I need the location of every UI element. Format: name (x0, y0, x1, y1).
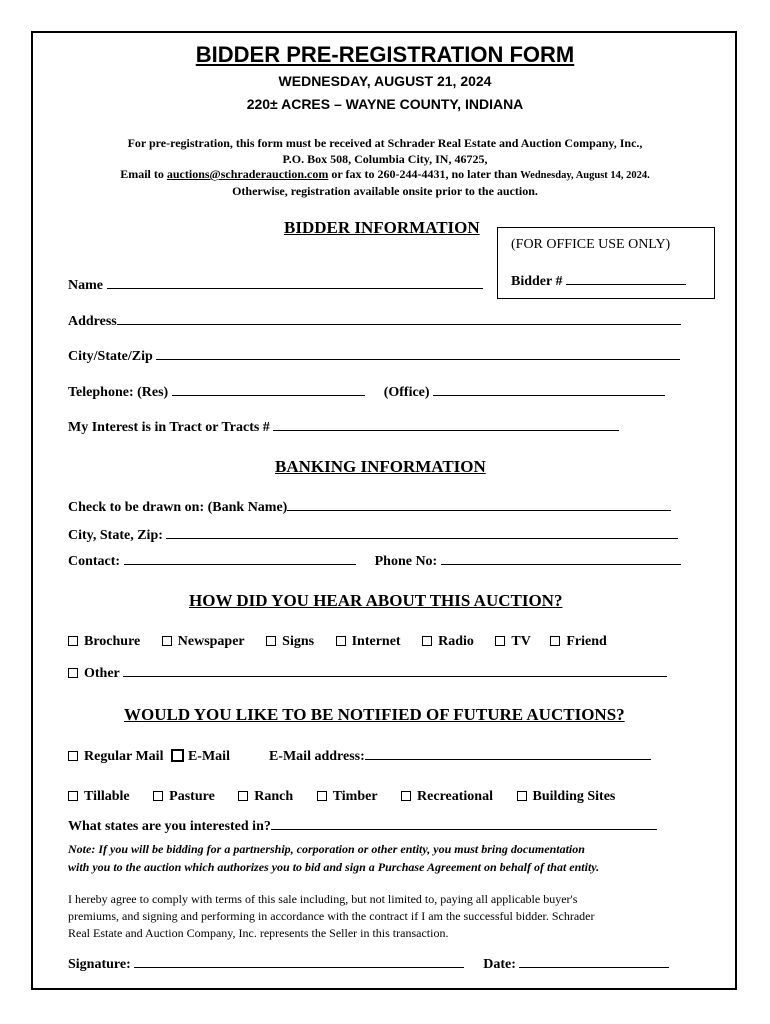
hear-other-field[interactable] (68, 664, 667, 682)
checkbox-icon[interactable] (162, 636, 172, 646)
checkbox-icon[interactable] (68, 791, 78, 801)
checkbox-icon[interactable] (68, 668, 78, 678)
hear-other-line[interactable] (123, 664, 667, 677)
checkbox-icon[interactable] (266, 636, 276, 646)
checkbox-icon[interactable] (495, 636, 505, 646)
notify-email[interactable] (171, 749, 230, 765)
name-line[interactable] (107, 276, 483, 289)
hear-heading: HOW DID YOU HEAR ABOUT THIS AUCTION? (189, 591, 563, 610)
telephone-res-label: Telephone: (Res) (68, 385, 169, 400)
bank-city-label: City, State, Zip: (68, 528, 163, 543)
office-use-box (497, 227, 715, 299)
hear-option-friend[interactable] (550, 634, 606, 650)
interest-building-sites[interactable] (517, 789, 616, 805)
hear-option-tv[interactable] (495, 634, 530, 650)
interest-label: Tillable (84, 789, 130, 804)
interest-label: Ranch (254, 789, 294, 804)
checkbox-icon[interactable] (68, 636, 78, 646)
city-state-zip-field[interactable] (68, 347, 680, 365)
hear-option-label: TV (511, 634, 531, 649)
agreement-line-3: Real Estate and Auction Company, Inc. represents the Seller in this transaction. (68, 926, 449, 940)
bank-contact-line[interactable] (124, 552, 356, 565)
hear-option-radio[interactable] (422, 634, 474, 650)
hear-option-label: Radio (438, 634, 474, 649)
signature-label: Signature: (68, 957, 131, 972)
intro-line-2: P.O. Box 508, Columbia City, IN, 46725, (282, 151, 488, 166)
notify-regular-mail[interactable] (68, 749, 163, 765)
hear-option-label: Friend (566, 634, 607, 649)
entity-note-line-1: Note: If you will be bidding for a partnership, corporation or other entity, you must bring documentation (68, 842, 585, 856)
checkbox-icon[interactable] (68, 751, 78, 761)
checkbox-icon[interactable] (517, 791, 527, 801)
interest-ranch[interactable] (238, 789, 293, 805)
address-field[interactable] (68, 312, 681, 330)
city-state-zip-label: City/State/Zip (68, 349, 153, 364)
bidder-info-heading: BIDDER INFORMATION (284, 218, 480, 237)
telephone-field[interactable] (68, 383, 665, 401)
intro-deadline: Wednesday, August 14, 2024. (520, 170, 650, 181)
hear-options-row (68, 634, 607, 650)
intro-line-3 (0, 167, 770, 184)
address-label: Address (68, 314, 117, 329)
hear-option-label: Newspaper (177, 634, 245, 649)
name-field[interactable] (68, 276, 483, 294)
agreement-line-2: premiums, and signing and performing in accordance with the contract if I am the successful bidder. Schrader (68, 909, 595, 923)
agreement-line-1: I hereby agree to comply with terms of this sale including, but not limited to, paying all applicable buyer's (68, 892, 578, 906)
bank-phone-line[interactable] (441, 552, 681, 565)
notify-interests-row (68, 789, 615, 805)
states-interest-label: What states are you interested in? (68, 819, 271, 834)
interest-label: Pasture (169, 789, 215, 804)
agreement-text (68, 891, 595, 942)
interest-timber[interactable] (317, 789, 378, 805)
intro-fax-text: or fax to 260-244-4431, no later than (331, 167, 518, 181)
entity-note (68, 840, 599, 876)
auction-date: WEDNESDAY, AUGUST 21, 2024 (278, 73, 492, 89)
intro-line-1: For pre-registration, this form must be received at Schrader Real Estate and Auction Company, Inc., (127, 136, 643, 150)
checkbox-icon[interactable] (238, 791, 248, 801)
tract-interest-label: My Interest is in Tract or Tracts # (68, 420, 270, 435)
notify-email-label: E-Mail (187, 749, 230, 764)
states-interest-field[interactable] (68, 817, 657, 835)
tract-interest-field[interactable] (68, 418, 619, 436)
checkbox-icon[interactable] (422, 636, 432, 646)
notify-method-row (68, 747, 651, 765)
interest-pasture[interactable] (153, 789, 215, 805)
notify-heading: WOULD YOU LIKE TO BE NOTIFIED OF FUTURE AUCTIONS? (124, 705, 625, 724)
bank-name-line[interactable] (287, 498, 671, 511)
intro-email-prefix: Email to (120, 167, 164, 181)
bidder-number-label: Bidder # (511, 274, 563, 289)
date-line[interactable] (519, 955, 669, 968)
banking-heading: BANKING INFORMATION (275, 457, 486, 476)
tract-interest-line[interactable] (273, 418, 619, 431)
interest-label: Recreational (417, 789, 493, 804)
date-label: Date: (483, 957, 516, 972)
interest-recreational[interactable] (401, 789, 493, 805)
email-address-line[interactable] (365, 747, 651, 760)
checkbox-icon[interactable] (336, 636, 346, 646)
hear-option-label: Signs (282, 634, 315, 649)
telephone-office-label: (Office) (383, 385, 430, 400)
bank-city-line[interactable] (166, 526, 678, 539)
hear-other-label: Other (84, 666, 120, 681)
form-title: BIDDER PRE-REGISTRATION FORM (195, 42, 575, 67)
hear-option-newspaper[interactable] (162, 634, 245, 650)
telephone-office-line[interactable] (433, 383, 665, 396)
city-state-zip-line[interactable] (156, 347, 680, 360)
interest-label: Building Sites (532, 789, 616, 804)
bank-name-field[interactable] (68, 498, 671, 516)
hear-option-label: Internet (351, 634, 401, 649)
bank-name-label: Check to be drawn on: (Bank Name) (68, 500, 288, 515)
name-label: Name (68, 278, 103, 293)
bidder-number-line[interactable] (566, 272, 686, 285)
auction-location: 220± ACRES – WAYNE COUNTY, INDIANA (246, 96, 524, 112)
bank-contact-field[interactable] (68, 552, 681, 570)
notify-regular-mail-label: Regular Mail (84, 749, 164, 764)
hear-option-brochure[interactable] (68, 634, 140, 650)
hear-option-internet[interactable] (336, 634, 401, 650)
checkbox-icon[interactable] (401, 791, 411, 801)
bank-phone-label: Phone No: (374, 554, 438, 569)
office-use-label: (FOR OFFICE USE ONLY) (511, 237, 671, 252)
hear-option-signs[interactable] (266, 634, 314, 650)
intro-text (0, 136, 770, 199)
address-line[interactable] (117, 312, 681, 325)
telephone-res-line[interactable] (172, 383, 365, 396)
bank-city-field[interactable] (68, 526, 678, 544)
bidder-number-field[interactable] (511, 272, 686, 290)
hear-option-label: Brochure (84, 634, 141, 649)
checkbox-icon[interactable] (171, 749, 184, 762)
signature-line[interactable] (134, 955, 464, 968)
checkbox-icon[interactable] (317, 791, 327, 801)
interest-label: Timber (332, 789, 378, 804)
checkbox-icon[interactable] (153, 791, 163, 801)
checkbox-icon[interactable] (550, 636, 560, 646)
entity-note-line-2: with you to the auction which authorizes you to bid and sign a Purchase Agreement on behalf of that entity. (68, 860, 600, 874)
signature-row (68, 955, 669, 973)
intro-line-4: Otherwise, registration available onsite prior to the auction. (232, 183, 538, 198)
intro-email-link[interactable]: auctions@schraderauction.com (166, 167, 329, 181)
bank-contact-label: Contact: (68, 554, 121, 569)
email-address-label: E-Mail address: (268, 749, 365, 764)
states-interest-line[interactable] (271, 817, 657, 830)
interest-tillable[interactable] (68, 789, 130, 805)
